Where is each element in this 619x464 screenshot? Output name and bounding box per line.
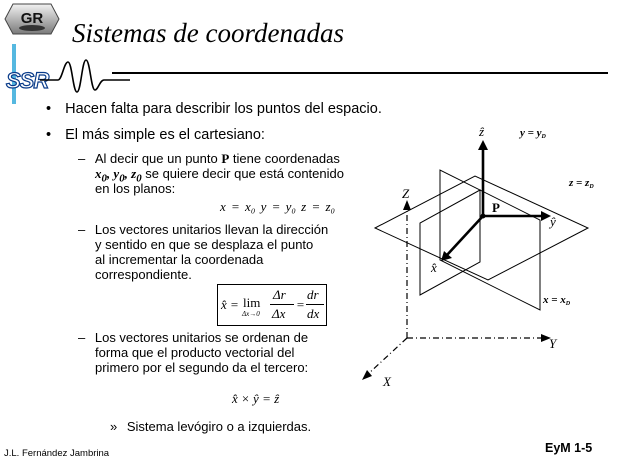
bullet-text: Hacen falta para describir los puntos del espacio.: [65, 101, 382, 117]
sub-text: Sistema levógiro o a izquierdas.: [126, 419, 312, 434]
page-number: EyM 1-5: [545, 441, 593, 455]
fraction-bar: [306, 304, 324, 305]
sub-text: forma que el producto vectorial del: [95, 345, 295, 360]
sub-marker: –: [78, 151, 86, 166]
gr-logo: [3, 2, 61, 36]
coord-sub: 0: [136, 172, 142, 185]
sub-bullet-coordinates-line2: $x_0$, $y_0$, $z_0$ se quiere decir que está contenido: [95, 166, 344, 185]
unit-vector-x: [447, 216, 483, 255]
fraction-bar: [270, 304, 294, 305]
slide-title: Sistemas de coordenadas: [72, 18, 344, 48]
sub-bullet-order: [78, 331, 308, 345]
label-axis-x: X: [383, 374, 391, 389]
bullet-marker: •: [46, 127, 52, 143]
label-plane-z: z = zD: [569, 177, 594, 190]
sub-text: correspondiente.: [95, 267, 192, 282]
formula-lhs: x̂ =: [221, 297, 239, 312]
label-z-hat: ẑ: [479, 124, 485, 139]
title-underline: [112, 72, 608, 74]
axis-x: [367, 338, 407, 375]
label-x-hat: x̂: [431, 260, 437, 275]
coord-sub: 0: [101, 172, 107, 185]
formula-num-2: dr⃗: [307, 287, 329, 302]
bullet-1: [46, 101, 382, 118]
sub-bullet-coordinates: [78, 152, 340, 166]
formula-den-1: Δx: [272, 306, 286, 321]
sub-marker: »: [110, 419, 118, 434]
label-axis-z: Z: [402, 186, 410, 201]
sub-bullet-unit-vectors: [78, 223, 328, 237]
sub-marker: –: [78, 330, 86, 345]
planes-equation: x = x₀ y = y₀ z = z₀: [220, 199, 336, 214]
label-point-p: P: [492, 200, 500, 215]
formula-eq: =: [296, 297, 305, 312]
coord-sub: 0: [119, 172, 125, 185]
footer-author: J.L. Fernández Jambrina: [4, 448, 110, 459]
coord-y: y: [113, 166, 120, 181]
bullet-2: [46, 127, 265, 144]
unit-vector-formula: [217, 284, 327, 326]
label-plane-x: x = xD: [543, 294, 571, 307]
cross-product-formula: x̂ × ŷ = ẑ: [232, 391, 280, 406]
sub-text: tiene coordenadas: [229, 151, 340, 166]
label-y-hat: ŷ: [550, 214, 556, 229]
label-axis-y: Y: [549, 336, 557, 351]
gr-logo-text: GR: [20, 10, 44, 27]
sub-text: Los vectores unitarios llevan la dirección: [94, 222, 329, 237]
sub-text: se quiere decir que está contenido: [141, 166, 344, 181]
ssr-logo: SSR: [6, 68, 49, 93]
sub-bullet-levogiro: [110, 420, 311, 434]
coordinate-diagram: [355, 120, 615, 400]
formula-lim-sub: Δx→0: [242, 310, 260, 318]
bullet-marker: •: [46, 101, 52, 117]
point-p-label: P: [221, 151, 230, 166]
label-plane-y: y = yD: [520, 127, 546, 140]
bullet-text: El más simple es el cartesiano:: [65, 127, 265, 143]
sub-text: en los planos:: [95, 181, 176, 196]
formula-num-1: Δr⃗: [273, 287, 296, 302]
coord-z: z: [131, 166, 137, 181]
coord-x: x: [95, 166, 102, 181]
sub-marker: –: [78, 222, 86, 237]
signal-wave-icon: [40, 56, 130, 96]
formula-lim: lim: [243, 295, 261, 310]
sub-text: y sentido en que se desplaza el punto: [95, 237, 314, 252]
sub-text: al incrementar la coordenada: [95, 252, 264, 267]
formula-den-2: dx: [307, 306, 320, 321]
sub-text: Al decir que un punto: [94, 151, 222, 166]
sub-text: primero por el segundo da el tercero:: [95, 360, 309, 375]
plane-x: [420, 190, 480, 295]
sub-text: Los vectores unitarios se ordenan de: [94, 330, 309, 345]
plane-y: [440, 170, 540, 310]
